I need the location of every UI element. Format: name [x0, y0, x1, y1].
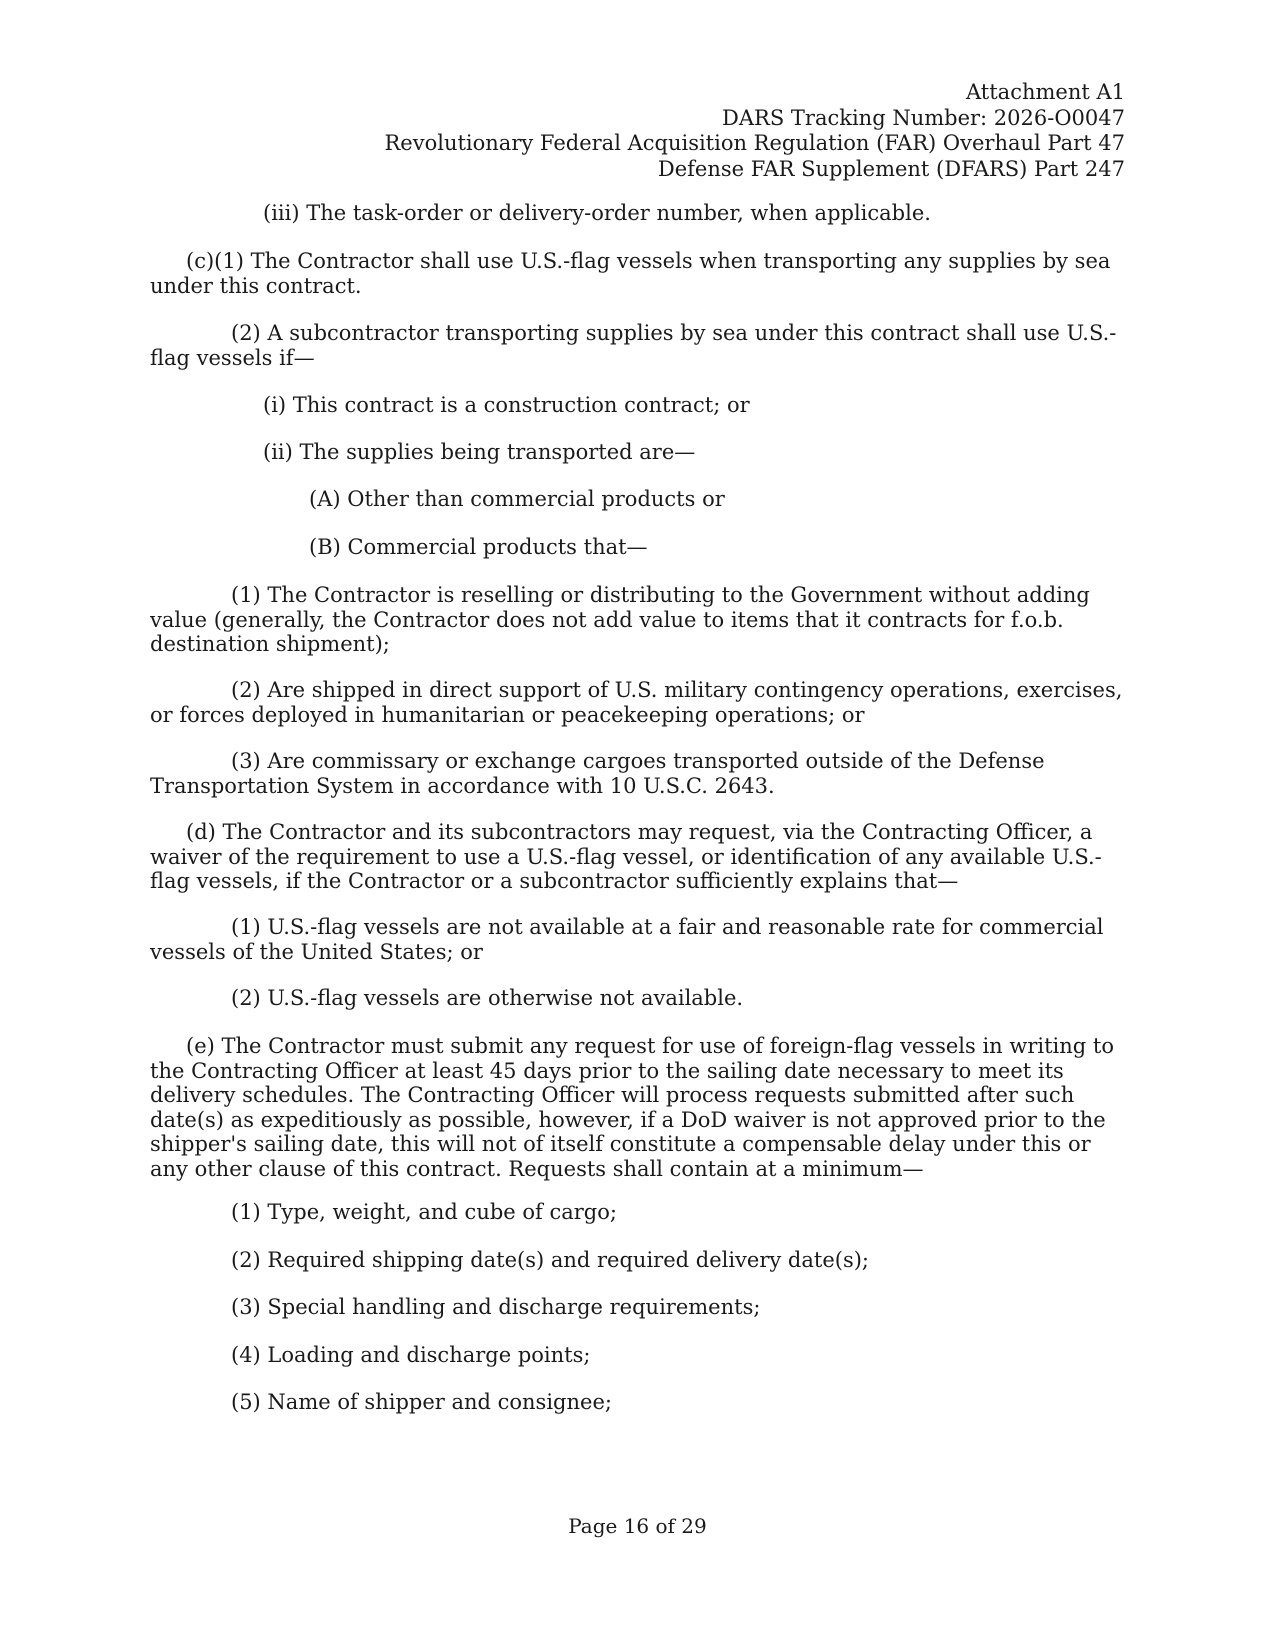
paragraph-B-commercial-products: (B) Commercial products that—: [309, 535, 648, 559]
paragraph-d2-otherwise-not-available: (2) U.S.-flag vessels are otherwise not available.: [231, 986, 744, 1010]
paragraph-d1-not-available-rate: (1) U.S.-flag vessels are not available at a fair and reasonable rate for commercial vessels of the United States; or: [150, 915, 1104, 964]
far-part-title: Revolutionary Federal Acquisition Regulation (FAR) Overhaul Part 47: [384, 131, 1125, 155]
paragraph-e1-type-weight-cube: (1) Type, weight, and cube of cargo;: [231, 1200, 617, 1224]
paragraph-i-construction: (i) This contract is a construction contract; or: [263, 393, 750, 417]
dars-tracking-number: DARS Tracking Number: 2026-O0047: [722, 105, 1125, 130]
paragraph-e-foreign-flag-request: (e) The Contractor must submit any request for use of foreign-flag vessels in writing to the Contracting Officer at least 45 days prior to the sailing date necessary to meet its delivery schedules. The Contracting Officer will process requests submitted after such date(s) as expeditiously as possible, however, if a DoD waiver is not approved prior to the shipper's sailing date, this will not of itself constitute a compensable delay under this or any other clause of this contract. Requests shall contain at a minimum—: [150, 1034, 1114, 1181]
page-number: Page 16 of 29: [568, 1514, 707, 1538]
document-header: [385, 80, 1126, 182]
paragraph-3-commissary: (3) Are commissary or exchange cargoes transported outside of the Defense Transportation System in accordance with 10 U.S.C. 2643.: [150, 749, 1045, 798]
paragraph-e4-loading-points: (4) Loading and discharge points;: [231, 1343, 591, 1367]
paragraph-iii-task-order: (iii) The task-order or delivery-order number, when applicable.: [263, 201, 931, 225]
paragraph-e2-shipping-dates: (2) Required shipping date(s) and required delivery date(s);: [231, 1248, 869, 1272]
paragraph-A-other-than-commercial: (A) Other than commercial products or: [309, 487, 725, 511]
paragraph-c1-us-flag-vessels: (c)(1) The Contractor shall use U.S.-flag vessels when transporting any supplies by sea under this contract.: [150, 249, 1111, 298]
attachment-label: Attachment A1: [966, 80, 1125, 104]
paragraph-ii-supplies: (ii) The supplies being transported are—: [263, 440, 696, 464]
paragraph-e3-special-handling: (3) Special handling and discharge requirements;: [231, 1295, 761, 1319]
paragraph-c2-subcontractor: (2) A subcontractor transporting supplies by sea under this contract shall use U.S.-flag vessels if—: [150, 321, 1117, 370]
paragraph-2-direct-support: (2) Are shipped in direct support of U.S. military contingency operations, exercises, or forces deployed in humanitarian or peacekeeping operations; or: [150, 678, 1123, 727]
paragraph-1-reselling: (1) The Contractor is reselling or distributing to the Government without adding value (generally, the Contractor does not add value to items that it contracts for f.o.b. destination shipment);: [150, 583, 1090, 656]
paragraph-e5-shipper-consignee: (5) Name of shipper and consignee;: [231, 1390, 612, 1414]
dfars-part-title: Defense FAR Supplement (DFARS) Part 247: [657, 156, 1125, 181]
paragraph-d-waiver-request: (d) The Contractor and its subcontractors may request, via the Contracting Officer, a waiver of the requirement to use a U.S.-flag vessel, or identification of any available U.S.-flag vessels, if the Contractor or a subcontractor sufficiently explains that—: [150, 820, 1102, 893]
